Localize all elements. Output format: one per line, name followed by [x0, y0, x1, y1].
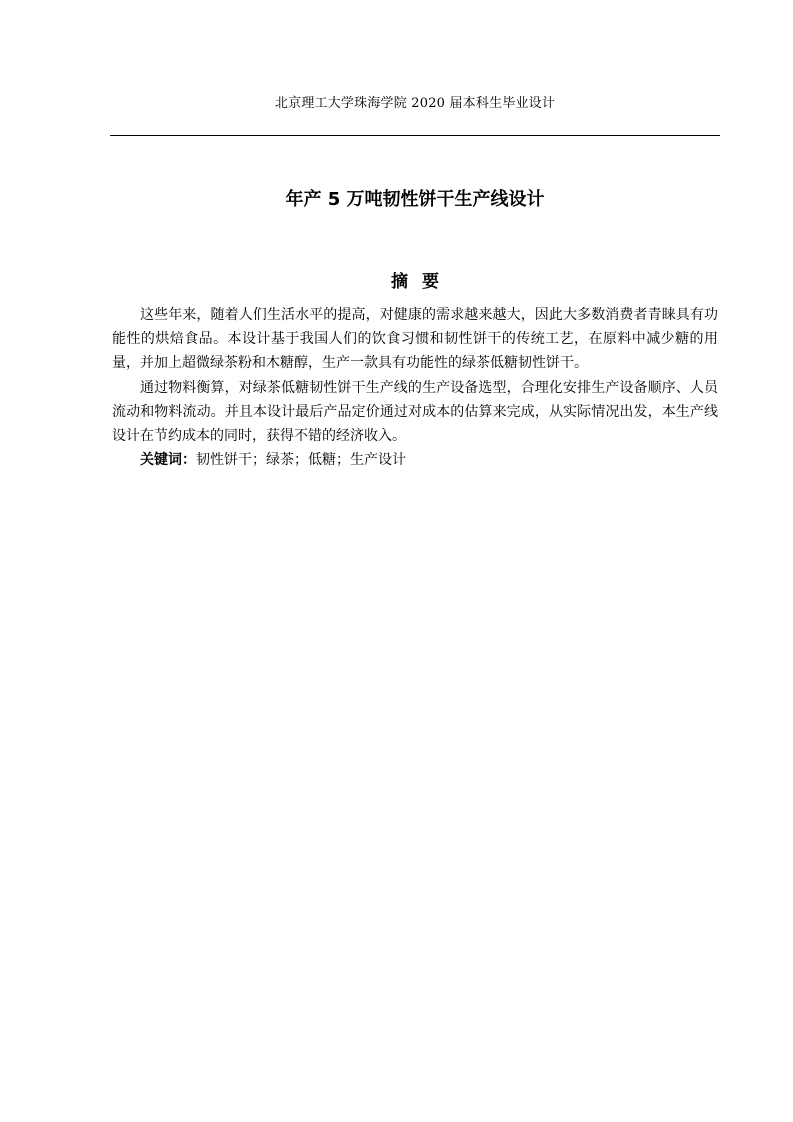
abstract-paragraph-1: 这些年来，随着人们生活水平的提高，对健康的需求越来越大，因此大多数消费者青睐具有功能性的烘焙食品。本设计基于我国人们的饮食习惯和韧性饼干的传统工艺，在原料中减少糖的用量，并加上超微绿茶粉和木糖醇，生产一款具有功能性的绿茶低糖韧性饼干。 [112, 307, 718, 372]
header-rule [110, 135, 720, 136]
page-header: 北京理工大学珠海学院 2020 届本科生毕业设计 [274, 96, 556, 111]
abstract-paragraph-2: 通过物料衡算，对绿茶低糖韧性饼干生产线的生产设备选型，合理化安排生产设备顺序、人员流动和物料流动。并且本设计最后产品定价通过对成本的估算来完成，从实际情况出发，本生产线设计在节约成本的同时，获得不错的经济收入。 [112, 379, 718, 445]
keywords-text: 韧性饼干；绿茶；低糖；生产设计 [196, 452, 406, 469]
abstract-heading: 摘要 [391, 272, 453, 292]
keywords-label: 关键词： [140, 452, 196, 469]
abstract-body [112, 303, 718, 472]
keywords-line [112, 448, 718, 472]
document-title: 年产 5 万吨韧性饼干生产线设计 [285, 189, 545, 210]
